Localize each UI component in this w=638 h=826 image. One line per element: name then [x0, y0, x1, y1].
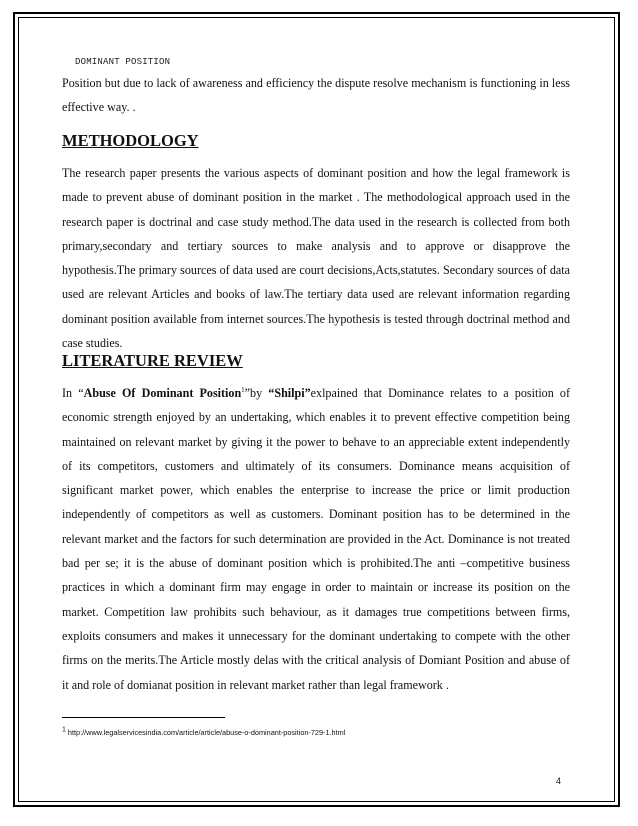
methodology-paragraph: The research paper presents the various aspects of dominant position and how the legal framework is made to prevent abuse of dominant position in the market . The methodological approach used in the research paper is doctrinal and case study method.The data used in the research is collected from both primary,secondary and tertiary sources to make analysis and to approve or disapprove the hypothesis.The primary sources of data used are court decisions,Acts,statutes. Secondary sources of data used are relevant Articles and books of law.The tertiary data used are relevant information regarding dominant position available from internet sources.The hypothesis is tested through doctrinal method and case studies.: [62, 166, 570, 351]
footnote-reference: 1: [241, 385, 245, 394]
running-header: DOMINANT POSITION: [75, 57, 171, 67]
page-number: 4: [556, 776, 562, 786]
footnote-separator: [62, 717, 225, 718]
article-title: Abuse Of Dominant Position: [83, 386, 242, 400]
lead-in-text: In “: [62, 386, 84, 400]
by-text: ”by: [244, 386, 269, 400]
author-name: “Shilpi”: [268, 386, 311, 400]
literature-review-paragraph: [62, 381, 570, 697]
footnote-number: 1: [62, 726, 66, 734]
footnote: [62, 728, 345, 737]
literature-review-heading: LITERATURE REVIEW: [62, 351, 243, 370]
footnote-url[interactable]: http://www.legalservicesindia.com/article/article/abuse-o-dominant-position-729-1.html: [65, 728, 346, 737]
methodology-heading: METHODOLOGY: [62, 131, 199, 150]
intro-paragraph: Position but due to lack of awareness and efficiency the dispute resolve mechanism is functioning in less effective way. .: [62, 76, 570, 115]
literature-body-text: exlpained that Dominance relates to a position of economic strength enjoyed by an undertaking, which enables it to prevent effective competition being maintained on relevant market by giving it the power to behave to an appreciable extent independently of its competitors, customers and ultimately of its consumers. Dominance means acquisition of significant market power, which enables the enterprise to increase the price or limit production independently of competitors as well as customers. Dominant position has to be determined in the relevant market and the factors for such determination are provided in the Act. Dominance is not treated bad per se; it is the abuse of dominant position which is prohibited.The anti –competitive business practices in which a dominant firm may engage in order to maintain or increase its position on the market. Competition law prohibits such behaviour, as it damages true competitions between firms, exploits consumers and makes it unnecessary for the dominant undertaking to compete with the other firms on the merits.The Article mostly delas with the critical analysis of Domiant Position and abuse of it and role of domianat position in relevant market rather than legal framework .: [62, 386, 571, 692]
